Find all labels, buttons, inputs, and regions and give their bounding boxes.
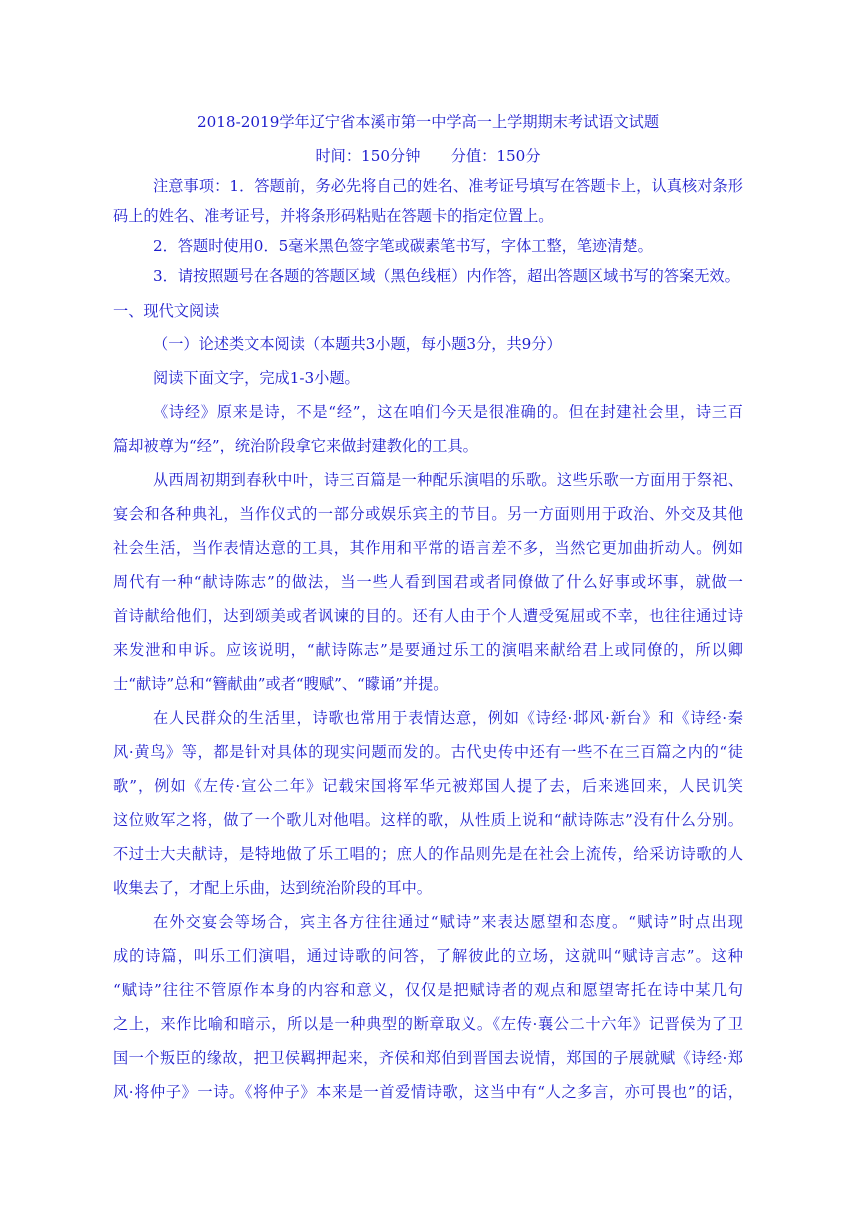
section-heading: 一、现代文阅读 [113,302,220,320]
notice-line: 码上的姓名、准考证号，并将条形码粘贴在答题卡的指定位置上。 [113,207,554,225]
para-line: 从西周初期到春秋中叶，诗三百篇是一种配乐演唱的乐歌。这些乐歌一方面用于祭祀、 [153,471,743,489]
para-line: 篇却被尊为“经”，统治阶段拿它来做封建教化的工具。 [113,437,478,455]
para-line: 歌”，例如《左传·宣公二年》记载宋国将军华元被郑国人提了去，后来逃回来，人民讥笑 [113,777,743,795]
time-score: 时间：150分钟 分值：150分 [315,147,541,165]
notice-line: 2．答题时使用0．5毫米黑色签字笔或碳素笔书写，字体工整，笔迹清楚。 [153,237,653,255]
subsection-heading: （一）论述类文本阅读（本题共3小题，每小题3分，共9分） [153,335,562,353]
para-line: 来发泄和申诉。应该说明，“献诗陈志”是要通过乐工的演唱来献给君上或同僚的，所以卿 [113,641,743,659]
para-line: 社会生活，当作表情达意的工具，其作用和平常的语言差不多，当然它更加曲折动人。例如 [113,539,743,557]
notice-line: 3．请按照题号在各题的答题区域（黑色线框）内作答，超出答题区域书写的答案无效。 [153,267,740,285]
para-line: 收集去了，才配上乐曲，达到统治阶段的耳中。 [113,879,432,897]
instruction: 阅读下面文字，完成1-3小题。 [153,369,360,387]
para-line: 这位败军之将，做了一个歌儿对他唱。这样的歌，从性质上说和“献诗陈志”没有什么分别。 [113,811,743,829]
para-line: 周代有一种“献诗陈志”的做法，当一些人看到国君或者同僚做了什么好事或坏事，就做一 [113,573,743,591]
para-line: 首诗献给他们，达到颂美或者讽谏的目的。还有人由于个人遭受冤屈或不幸，也往往通过诗 [113,607,743,625]
para-line: 成的诗篇，叫乐工们演唱，通过诗歌的问答，了解彼此的立场，这就叫“赋诗言志”。这种 [113,947,743,965]
para-line: 宴会和各种典礼，当作仪式的一部分或娱乐宾主的节目。另一方面则用于政治、外交及其他 [113,505,743,523]
para-line: 风·黄鸟》等，都是针对具体的现实问题而发的。古代史传中还有一些不在三百篇之内的“徒 [113,743,743,761]
notice-line: 注意事项：1．答题前，务必先将自己的姓名、准考证号填写在答题卡上，认真核对条形 [153,177,743,195]
doc-title: 2018-2019学年辽宁省本溪市第一中学高一上学期期末考试语文试题 [196,113,660,131]
para-line: “赋诗”往往不管原作本身的内容和意义，仅仅是把赋诗者的观点和愿望寄托在诗中某几句 [113,981,743,999]
para-line: 不过士大夫献诗，是特地做了乐工唱的；庶人的作品则先是在社会上流传，给采访诗歌的人 [113,845,743,863]
para-line: 风·将仲子》一诗。《将仲子》本来是一首爱情诗歌，这当中有“人之多言，亦可畏也”的话， [113,1083,743,1101]
para-line: 之上，来作比喻和暗示，所以是一种典型的断章取义。《左传·襄公二十六年》记晋侯为了卫 [113,1015,743,1033]
para-line: 《诗经》原来是诗，不是“经”，这在咱们今天是很准确的。但在封建社会里，诗三百 [153,403,743,421]
para-line: 国一个叛臣的缘故，把卫侯羁押起来，齐侯和郑伯到晋国去说情，郑国的子展就赋《诗经·郑 [113,1049,743,1067]
para-line: 在人民群众的生活里，诗歌也常用于表情达意，例如《诗经·邶风·新台》和《诗经·秦 [153,709,743,727]
para-line: 在外交宴会等场合，宾主各方往往通过“赋诗”来表达愿望和态度。“赋诗”时点出现 [153,913,743,931]
para-line: 士“献诗”总和“簪献曲”或者“瞍赋”、“矇诵”并提。 [113,675,449,693]
